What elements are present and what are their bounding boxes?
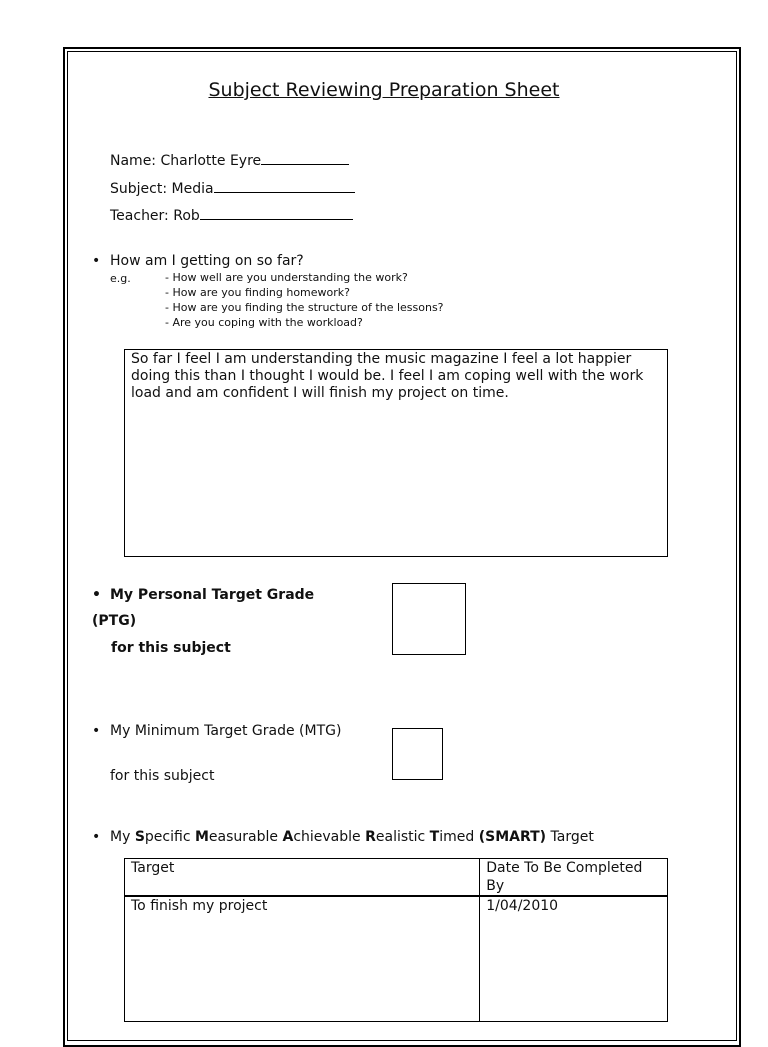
prompt-workload: - Are you coping with the workload? (165, 316, 363, 329)
progress-question-text: How am I getting on so far? (110, 253, 304, 269)
col-target-header: Target (125, 859, 480, 897)
ptg-heading (92, 587, 314, 603)
eg-label: e.g. (110, 272, 131, 285)
smart-t-rest: imed (439, 829, 475, 845)
subject-field (110, 179, 355, 197)
smart-abbr: (SMART) (478, 829, 547, 845)
smart-s-letter: S (134, 829, 145, 845)
mtg-subject: for this subject (110, 768, 215, 784)
target-cell[interactable]: To finish my project (125, 896, 480, 1022)
date-cell[interactable]: 1/04/2010 (480, 896, 668, 1022)
prompt-homework: - How are you finding homework? (165, 286, 350, 299)
smart-t-letter: T (429, 829, 440, 845)
bullet-icon: • (92, 723, 101, 739)
smart-r-rest: ealistic (375, 829, 426, 845)
teacher-label: Teacher: Rob (110, 208, 200, 224)
smart-a-letter: A (282, 829, 294, 845)
subject-blank (214, 179, 355, 193)
smart-s-rest: pecific (144, 829, 191, 845)
table-row (125, 896, 668, 1022)
smart-a-rest: chievable (293, 829, 361, 845)
mtg-heading (92, 723, 341, 739)
name-label: Name: Charlotte Eyre (110, 153, 262, 169)
smart-m-rest: easurable (208, 829, 279, 845)
table-header-row (125, 859, 668, 897)
bullet-icon: • (92, 253, 101, 269)
name-blank (261, 151, 349, 165)
smart-heading (92, 829, 594, 845)
ptg-subject: for this subject (111, 640, 231, 656)
smart-suffix: Target (550, 829, 594, 845)
bullet-icon: • (92, 587, 101, 603)
teacher-blank (200, 206, 353, 220)
progress-question (92, 253, 304, 269)
teacher-field (110, 206, 353, 224)
ptg-grade-box[interactable] (392, 583, 466, 655)
smart-r-letter: R (365, 829, 376, 845)
smart-my: My (110, 829, 131, 845)
ptg-line1: My Personal Target Grade (110, 587, 315, 603)
mtg-grade-box[interactable] (392, 728, 443, 780)
subject-label: Subject: Media (110, 181, 214, 197)
prompt-understanding: - How well are you understanding the work? (165, 271, 408, 284)
bullet-icon: • (92, 829, 101, 845)
mtg-line1: My Minimum Target Grade (MTG) (110, 723, 342, 739)
prompt-structure: - How are you finding the structure of the lessons? (165, 301, 444, 314)
progress-answer-box[interactable]: So far I feel I am understanding the music magazine I feel a lot happier doing this than I thought I would be. I feel I am coping well with the work load and am confident I will finish my project on time. (124, 349, 668, 557)
col-date-header: Date To Be Completed By (480, 859, 668, 897)
name-field (110, 151, 349, 169)
ptg-abbr: (PTG) (92, 613, 137, 629)
page-title: Subject Reviewing Preparation Sheet (208, 79, 560, 101)
smart-m-letter: M (194, 829, 209, 845)
smart-target-table (124, 858, 668, 1022)
